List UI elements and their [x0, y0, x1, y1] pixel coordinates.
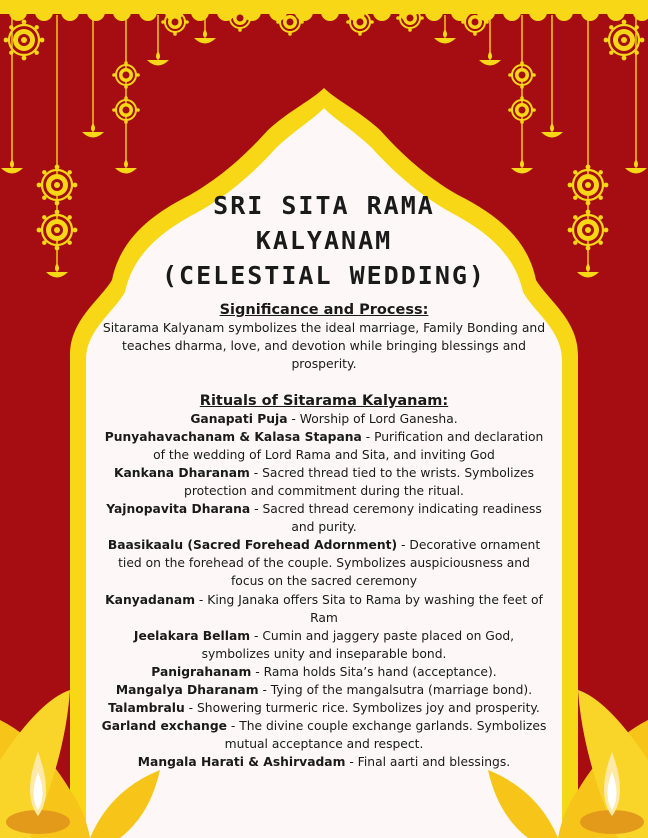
ritual-item	[100, 500, 548, 536]
ritual-item	[100, 663, 548, 681]
ritual-desc: - Worship of Lord Ganesha.	[287, 411, 458, 426]
ritual-desc: - King Janaka offers Sita to Rama by washing the feet of Ram	[195, 592, 543, 625]
ritual-desc: - Tying of the mangalsutra (marriage bond).	[258, 683, 533, 698]
ritual-name: Kanyadanam	[105, 592, 196, 607]
ritual-desc: - The divine couple exchange garlands. Symbolizes mutual acceptance and respect.	[224, 719, 547, 752]
ritual-item	[100, 536, 548, 590]
ritual-desc: - Purification and declaration of the wedding of Lord Rama and Sita, and inviting God	[153, 429, 544, 462]
ritual-desc: - Sacred thread tied to the wrists. Symbolizes protection and commitment during the ritual.	[184, 465, 535, 498]
ritual-item	[100, 627, 548, 663]
ritual-item	[100, 428, 548, 464]
ritual-item	[100, 591, 548, 627]
rituals-list	[100, 410, 548, 772]
ritual-desc: - Sacred thread ceremony indicating readiness and purity.	[250, 502, 542, 535]
ritual-item	[100, 753, 548, 771]
invitation-content	[100, 188, 548, 771]
ritual-desc: - Final aarti and blessings.	[345, 755, 511, 770]
ritual-item	[100, 410, 548, 428]
top-scallop-border	[0, 0, 648, 21]
rituals-heading: Rituals of Sitarama Kalyanam:	[199, 392, 449, 409]
ritual-item	[100, 699, 548, 717]
ritual-item	[100, 717, 548, 753]
ritual-name: Yajnopavita Dharana	[106, 502, 251, 517]
ritual-name: Jeelakara Bellam	[133, 628, 251, 643]
ritual-name: Punyahavachanam & Kalasa Stapana	[104, 429, 362, 444]
ritual-name: Talambralu	[108, 701, 185, 716]
ritual-item	[100, 681, 548, 699]
ritual-name: Mangala Harati & Ashirvadam	[137, 755, 346, 770]
ritual-desc: - Cumin and jaggery paste placed on God, symbolizes unity and inseparable bond.	[201, 628, 515, 661]
ritual-item	[100, 464, 548, 500]
section-spacer	[100, 374, 548, 392]
page-title	[100, 188, 548, 293]
title-line: SRI SITA RAMA	[213, 191, 435, 220]
significance-heading: Significance and Process:	[219, 302, 429, 318]
title-line: (CELESTIAL WEDDING)	[162, 261, 486, 290]
ritual-name: Garland exchange	[101, 719, 227, 734]
ritual-desc: - Rama holds Sita’s hand (acceptance).	[251, 664, 497, 679]
significance-text: Sitarama Kalyanam symbolizes the ideal marriage, Family Bonding and teaches dharma, love, and devotion while bringing blessings and prosperity.	[102, 320, 546, 372]
ritual-name: Kankana Dharanam	[113, 465, 250, 480]
title-line: KALYANAM	[255, 226, 393, 255]
ritual-name: Mangalya Dharanam	[115, 683, 259, 698]
ritual-desc: - Showering turmeric rice. Symbolizes joy and prosperity.	[184, 701, 540, 716]
ritual-name: Ganapati Puja	[190, 411, 288, 426]
ritual-name: Panigrahanam	[151, 664, 252, 679]
ritual-name: Baasikaalu (Sacred Forehead Adornment)	[107, 538, 398, 553]
ritual-desc: - Decorative ornament tied on the forehead of the couple. Symbolizes auspiciousness and focus on the sacred ceremony	[118, 538, 541, 589]
